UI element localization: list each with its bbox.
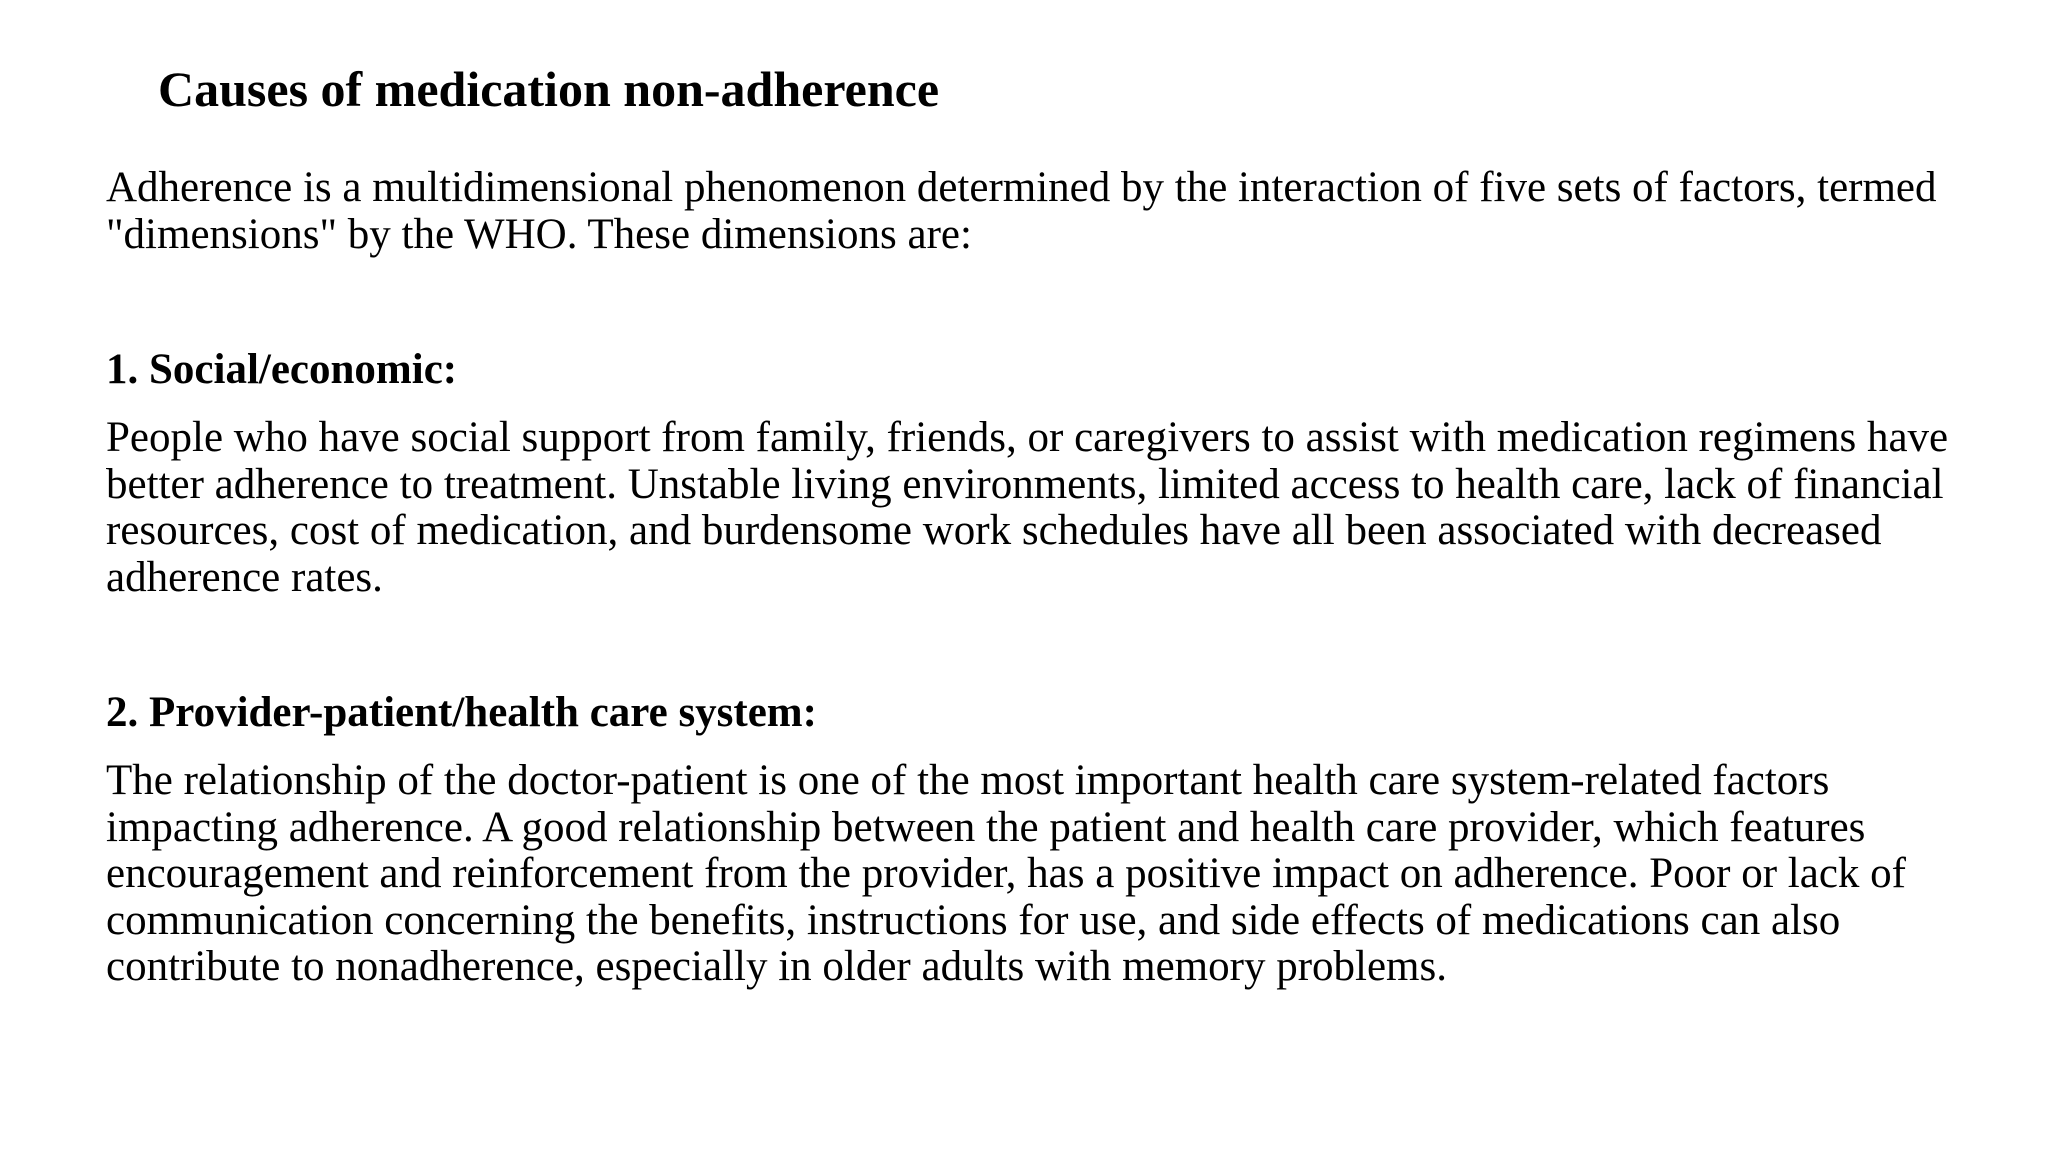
section-heading-social-economic: 1. Social/economic: (106, 346, 458, 393)
section-paragraph-provider-patient (106, 758, 2006, 991)
paragraph-line: better adherence to treatment. Unstable living environments, limited access to health care, lack of financial (106, 460, 1944, 508)
paragraph-line: adherence rates. (106, 553, 383, 601)
paragraph-line: impacting adherence. A good relationship between the patient and health care provider, which features (106, 803, 1866, 851)
intro-paragraph (106, 165, 2006, 258)
page-title: Causes of medication non-adherence (158, 61, 940, 117)
intro-line: Adherence is a multidimensional phenomenon determined by the interaction of five sets of factors, termed (106, 164, 1937, 211)
paragraph-line: communication concerning the benefits, instructions for use, and side effects of medications can also (106, 896, 1841, 944)
paragraph-line: resources, cost of medication, and burdensome work schedules have all been associated with decreased (106, 507, 1882, 554)
paragraph-line: People who have social support from family, friends, or caregivers to assist with medication regimens have (106, 414, 1949, 461)
paragraph-line: encouragement and reinforcement from the provider, has a positive impact on adherence. Poor or lack of (106, 850, 1906, 897)
section-paragraph-social-economic (106, 415, 2006, 601)
section-heading-provider-patient: 2. Provider-patient/health care system: (106, 689, 817, 736)
paragraph-line: contribute to nonadherence, especially in older adults with memory problems. (106, 943, 1447, 990)
intro-line: "dimensions" by the WHO. These dimensions are: (106, 210, 972, 258)
paragraph-line: The relationship of the doctor-patient is one of the most important health care system-related factors (106, 757, 1830, 804)
